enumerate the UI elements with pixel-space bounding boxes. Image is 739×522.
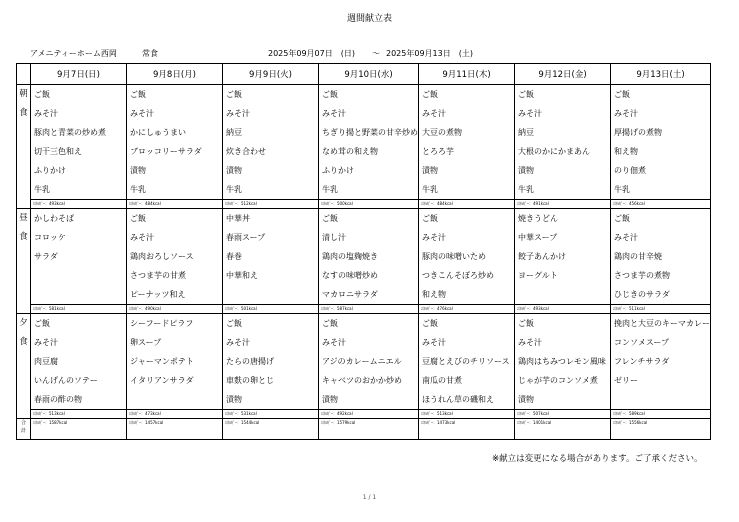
dish-item: 豆腐とえびのチリソース <box>422 357 510 366</box>
kcal-value: ｴﾈﾙｷﾞｰ：513kcal <box>421 411 453 416</box>
meal-row <box>17 85 711 200</box>
dish-item: ご飯 <box>322 90 338 99</box>
dish-item: いんげんのソテー <box>34 376 98 385</box>
kcal-cell <box>127 410 223 419</box>
kcal-value: ｴﾈﾙｷﾞｰ：476kcal <box>421 306 453 311</box>
total-cell <box>31 419 127 440</box>
dish-item: ご飯 <box>34 319 50 328</box>
total-value: ｴﾈﾙｷﾞｰ：1457kcal <box>129 420 164 425</box>
dish-item: 漬物 <box>322 395 338 404</box>
dish-item: 牛乳 <box>226 185 242 194</box>
kcal-cell <box>319 410 419 419</box>
total-label <box>17 419 31 440</box>
dish-item: 漬物 <box>226 395 242 404</box>
menu-cell <box>31 85 127 200</box>
dish-item: 漬物 <box>422 166 438 175</box>
dish-item: 納豆 <box>518 128 534 137</box>
kcal-cell <box>127 305 223 314</box>
total-value: ｴﾈﾙｷﾞｰ：1544kcal <box>225 420 260 425</box>
days-header-row <box>17 64 711 85</box>
dish-item: ヨーグルト <box>518 271 558 280</box>
dish-item: 漬物 <box>226 166 242 175</box>
meal-label-char: 夕 <box>19 318 28 328</box>
dish-item: 春巻 <box>226 252 242 261</box>
dish-item: みそ汁 <box>34 109 58 118</box>
kcal-row <box>17 200 711 209</box>
date-end: 2025年09月13日 (土) <box>386 49 473 58</box>
kcal-value: ｴﾈﾙｷﾞｰ：493kcal <box>33 201 65 206</box>
total-value: ｴﾈﾙｷﾞｰ：1401kcal <box>517 420 552 425</box>
kcal-value: ｴﾈﾙｷﾞｰ：456kcal <box>613 201 645 206</box>
menu-cell <box>419 209 515 305</box>
dish-item <box>31 266 126 285</box>
menu-cell <box>319 85 419 200</box>
dish-item: 肉豆腐 <box>34 357 58 366</box>
page-number: 1 / 1 <box>362 494 377 501</box>
dish-item: つきこんそぼろ炒め <box>422 271 494 280</box>
dish-item: みそ汁 <box>130 233 154 242</box>
dish-item: みそ汁 <box>614 233 638 242</box>
menu-cell <box>419 314 515 410</box>
kcal-value: ｴﾈﾙｷﾞｰ：581kcal <box>33 306 65 311</box>
meal-label <box>17 209 31 314</box>
kcal-value: ｴﾈﾙｷﾞｰ：511kcal <box>613 306 645 311</box>
kcal-value: ｴﾈﾙｷﾞｰ：491kcal <box>517 201 549 206</box>
day-header: 9月13日(土) <box>611 64 711 85</box>
page-title: 週間献立表 <box>346 14 392 24</box>
dish-item: 鶏肉の塩麹焼き <box>322 252 378 261</box>
total-value: ｴﾈﾙｷﾞｰ：1579kcal <box>321 420 356 425</box>
dish-item: ひじきのサラダ <box>614 290 670 299</box>
meal-type: 常食 <box>142 49 158 58</box>
dish-item: ご飯 <box>518 319 534 328</box>
dish-item: 漬物 <box>518 395 534 404</box>
dish-item: 卵スープ <box>130 338 162 347</box>
dish-item: みそ汁 <box>422 338 446 347</box>
dish-item: みそ汁 <box>322 109 346 118</box>
kcal-value: ｴﾈﾙｷﾞｰ：507kcal <box>517 411 549 416</box>
dish-item: みそ汁 <box>422 109 446 118</box>
meal-label-char: 朝 <box>19 89 28 99</box>
dish-item: ふりかけ <box>34 166 66 175</box>
kcal-value: ｴﾈﾙｷﾞｰ：493kcal <box>517 306 549 311</box>
total-cell <box>419 419 515 440</box>
kcal-cell <box>127 200 223 209</box>
dish-item: フレンチサラダ <box>614 357 670 366</box>
kcal-cell <box>611 200 711 209</box>
dish-item: 車麩の卵とじ <box>226 376 274 385</box>
dish-item: みそ汁 <box>518 338 542 347</box>
kcal-cell <box>319 305 419 314</box>
day-header: 9月10日(水) <box>319 64 419 85</box>
dish-item: 豚肉の味噌いため <box>422 252 486 261</box>
total-cell <box>515 419 611 440</box>
menu-cell <box>223 209 319 305</box>
dish-item: 焼きうどん <box>518 214 558 223</box>
kcal-value: ｴﾈﾙｷﾞｰ：500kcal <box>321 201 353 206</box>
dish-item: とろろ芋 <box>422 147 454 156</box>
kcal-cell <box>419 410 515 419</box>
dish-item: ご飯 <box>322 319 338 328</box>
date-separator: ～ <box>372 49 380 58</box>
dish-item <box>515 285 610 304</box>
kcal-cell <box>419 200 515 209</box>
corner-cell <box>17 64 31 85</box>
dish-item: ご飯 <box>518 90 534 99</box>
dish-item: のり佃煮 <box>614 166 646 175</box>
dish-item: たらの唐揚げ <box>226 357 274 366</box>
dish-item: 和え物 <box>614 147 638 156</box>
dish-item: ご飯 <box>614 214 630 223</box>
dish-item: 納豆 <box>226 128 242 137</box>
menu-table <box>16 63 711 440</box>
dish-item: ご飯 <box>422 214 438 223</box>
menu-cell <box>31 314 127 410</box>
dish-item: じゃが芋のコンソメ煮 <box>518 376 598 385</box>
menu-cell <box>515 85 611 200</box>
dish-item: 豚肉と青菜の炒め煮 <box>34 128 106 137</box>
day-header: 9月8日(月) <box>127 64 223 85</box>
dish-item: みそ汁 <box>422 233 446 242</box>
dish-item: ふりかけ <box>322 166 354 175</box>
kcal-cell <box>223 410 319 419</box>
dish-item: みそ汁 <box>226 109 250 118</box>
total-cell <box>319 419 419 440</box>
dish-item: みそ汁 <box>130 109 154 118</box>
kcal-value: ｴﾈﾙｷﾞｰ：512kcal <box>225 201 257 206</box>
menu-cell <box>127 85 223 200</box>
total-value: ｴﾈﾙｷﾞｰ：1587kcal <box>33 420 68 425</box>
kcal-cell <box>31 410 127 419</box>
kcal-cell <box>31 305 127 314</box>
menu-cell <box>127 209 223 305</box>
dish-item: ジャーマンポテト <box>130 357 194 366</box>
dish-item: 切干三色和え <box>34 147 82 156</box>
dish-item: 牛乳 <box>422 185 438 194</box>
dish-item: ご飯 <box>422 90 438 99</box>
meal-row <box>17 314 711 410</box>
kcal-value: ｴﾈﾙｷﾞｰ：492kcal <box>321 411 353 416</box>
dish-item: ゼリー <box>614 376 638 385</box>
kcal-cell <box>515 410 611 419</box>
kcal-value: ｴﾈﾙｷﾞｰ：484kcal <box>421 201 453 206</box>
dish-item: 春雨の酢の物 <box>34 395 82 404</box>
menu-cell <box>611 314 711 410</box>
dish-item: 南瓜の甘煮 <box>422 376 462 385</box>
total-label-char: 計 <box>20 428 26 434</box>
total-value: ｴﾈﾙｷﾞｰ：1556kcal <box>613 420 648 425</box>
dish-item: かしわそば <box>34 214 74 223</box>
dish-item: なめ茸の和え物 <box>322 147 378 156</box>
meal-row <box>17 209 711 305</box>
menu-cell <box>319 314 419 410</box>
total-cell <box>611 419 711 440</box>
menu-cell <box>515 209 611 305</box>
kcal-value: ｴﾈﾙｷﾞｰ：513kcal <box>33 411 65 416</box>
dish-item: 中華和え <box>226 271 258 280</box>
dish-item: 厚揚げの煮物 <box>614 128 662 137</box>
day-header: 9月7日(日) <box>31 64 127 85</box>
dish-item: マカロニサラダ <box>322 290 378 299</box>
kcal-cell <box>611 410 711 419</box>
dish-item: ご飯 <box>226 319 242 328</box>
change-notice: ※献立は変更になる場合があります。ご了承ください。 <box>492 454 703 464</box>
kcal-cell <box>515 200 611 209</box>
dish-item: コンソメスープ <box>614 338 670 347</box>
kcal-value: ｴﾈﾙｷﾞｰ：484kcal <box>129 201 161 206</box>
date-start: 2025年09月07日 (日) <box>268 49 355 58</box>
meal-label <box>17 85 31 209</box>
dish-item: 漬物 <box>518 166 534 175</box>
kcal-cell <box>515 305 611 314</box>
dish-item: 大豆の煮物 <box>422 128 462 137</box>
dish-item: イタリアンサラダ <box>130 376 194 385</box>
total-value: ｴﾈﾙｷﾞｰ：1473kcal <box>421 420 456 425</box>
dish-item: みそ汁 <box>322 338 346 347</box>
menu-cell <box>223 85 319 200</box>
dish-item: 牛乳 <box>130 185 146 194</box>
dish-item: なすの味噌炒め <box>322 271 378 280</box>
dish-item: ご飯 <box>34 90 50 99</box>
dish-item: ご飯 <box>130 90 146 99</box>
menu-header <box>30 48 720 60</box>
menu-cell <box>515 314 611 410</box>
dish-item <box>611 390 710 409</box>
total-label-char: 合 <box>20 420 26 426</box>
kcal-value: ｴﾈﾙｷﾞｰ：531kcal <box>225 411 257 416</box>
menu-cell <box>611 209 711 305</box>
dish-item: ピーナッツ和え <box>130 290 186 299</box>
dish-item: 中華丼 <box>226 214 250 223</box>
dish-item: 牛乳 <box>322 185 338 194</box>
dish-item <box>223 285 318 304</box>
dish-item: ご飯 <box>614 90 630 99</box>
dish-item: みそ汁 <box>614 109 638 118</box>
kcal-value: ｴﾈﾙｷﾞｰ：589kcal <box>613 411 645 416</box>
dish-item: 牛乳 <box>518 185 534 194</box>
kcal-cell <box>611 305 711 314</box>
dish-item: 鶏肉はちみつレモン風味 <box>518 357 606 366</box>
dish-item: ブロッコリーサラダ <box>130 147 202 156</box>
kcal-cell <box>419 305 515 314</box>
kcal-row <box>17 305 711 314</box>
dish-item: さつま芋の甘煮 <box>130 271 186 280</box>
total-cell <box>223 419 319 440</box>
dish-item: コロッケ <box>34 233 66 242</box>
kcal-cell <box>31 200 127 209</box>
dish-item: 中華スープ <box>518 233 558 242</box>
dish-item: 挽肉と大豆のキーマカレー <box>614 319 710 328</box>
dish-item: さつま芋の煮物 <box>614 271 670 280</box>
meal-label-char: 食 <box>19 337 28 347</box>
day-header: 9月9日(火) <box>223 64 319 85</box>
kcal-value: ｴﾈﾙｷﾞｰ：473kcal <box>129 411 161 416</box>
dish-item: 清し汁 <box>322 233 346 242</box>
dish-item: 漬物 <box>130 166 146 175</box>
dish-item: アジのカレームニエル <box>322 357 402 366</box>
meal-label-char: 昼 <box>19 213 28 223</box>
kcal-cell <box>223 200 319 209</box>
day-header: 9月11日(木) <box>419 64 515 85</box>
total-cell <box>127 419 223 440</box>
dish-item: みそ汁 <box>34 338 58 347</box>
dish-item: 炊き合わせ <box>226 147 266 156</box>
kcal-value: ｴﾈﾙｷﾞｰ：501kcal <box>225 306 257 311</box>
kcal-cell <box>319 200 419 209</box>
meal-label <box>17 314 31 419</box>
menu-cell <box>611 85 711 200</box>
kcal-row <box>17 410 711 419</box>
dish-item: ご飯 <box>422 319 438 328</box>
dish-item: 牛乳 <box>614 185 630 194</box>
dish-item: 餃子あんかけ <box>518 252 566 261</box>
meal-label-char: 食 <box>19 232 28 242</box>
day-header: 9月12日(金) <box>515 64 611 85</box>
dish-item: ほうれん草の磯和え <box>422 395 494 404</box>
dish-item: かにしゅうまい <box>130 128 186 137</box>
dish-item: ご飯 <box>226 90 242 99</box>
dish-item: 大根のかにかまあん <box>518 147 590 156</box>
dish-item: 牛乳 <box>34 185 50 194</box>
dish-item: ご飯 <box>130 214 146 223</box>
facility-name: アメニティーホーム西岡 <box>30 49 117 58</box>
dish-item: 鶏肉の甘辛焼 <box>614 252 662 261</box>
dish-item: 春雨スープ <box>226 233 266 242</box>
dish-item: サラダ <box>34 252 58 261</box>
total-row <box>17 419 711 440</box>
menu-cell <box>223 314 319 410</box>
kcal-value: ｴﾈﾙｷﾞｰ：490kcal <box>129 306 161 311</box>
kcal-value: ｴﾈﾙｷﾞｰ：587kcal <box>321 306 353 311</box>
dish-item: キャベツのおかか炒め <box>322 376 402 385</box>
dish-item: 和え物 <box>422 290 446 299</box>
kcal-cell <box>223 305 319 314</box>
dish-item: みそ汁 <box>226 338 250 347</box>
dish-item: シーフードピラフ <box>130 319 194 328</box>
dish-item: 鶏肉おろしソース <box>130 252 194 261</box>
menu-cell <box>419 85 515 200</box>
dish-item <box>31 285 126 304</box>
dish-item: ご飯 <box>322 214 338 223</box>
menu-cell <box>127 314 223 410</box>
meal-label-char: 食 <box>19 108 28 118</box>
menu-cell <box>319 209 419 305</box>
dish-item: ちぎり揚と野菜の甘辛炒め <box>322 128 418 137</box>
menu-cell <box>31 209 127 305</box>
dish-item: みそ汁 <box>518 109 542 118</box>
dish-item <box>127 390 222 409</box>
